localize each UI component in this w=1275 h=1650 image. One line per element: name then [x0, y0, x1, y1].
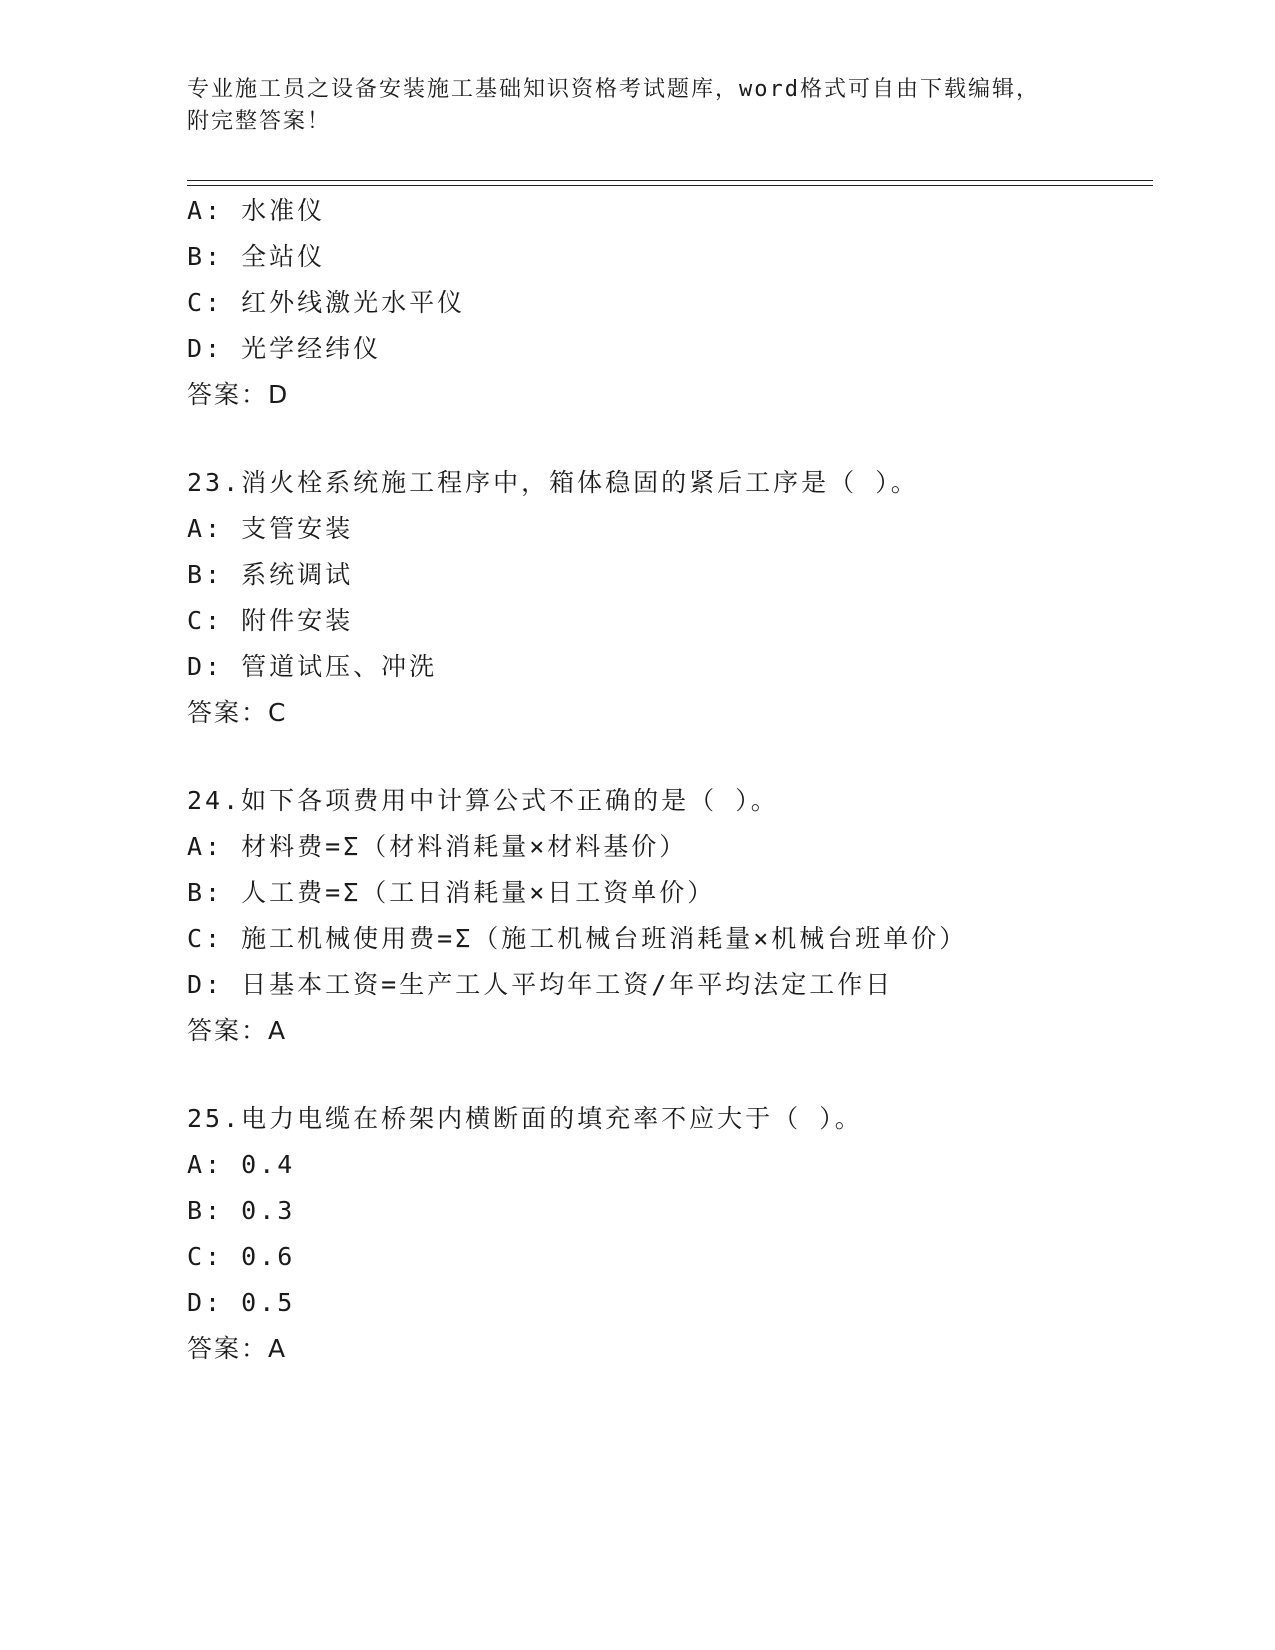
answer-label: 答案： — [187, 1334, 269, 1363]
option-b: B: 0.3 — [187, 1196, 296, 1225]
header-divider-bottom — [187, 185, 1153, 186]
option-b: B: 系统调试 — [187, 560, 354, 589]
option-d: D: 管道试压、冲洗 — [187, 652, 438, 681]
option-c: C: 施工机械使用费=Σ（施工机械台班消耗量×机械台班单价） — [187, 924, 968, 953]
answer-value: A — [268, 1334, 287, 1363]
answer-label: 答案： — [187, 380, 269, 409]
header-line-2: 附完整答案！ — [187, 109, 332, 134]
answer-value: D — [268, 380, 289, 409]
answer-label: 答案： — [187, 1016, 269, 1045]
option-c: C: 附件安装 — [187, 606, 354, 635]
option-a: A: 支管安装 — [187, 514, 354, 543]
option-a: A: 0.4 — [187, 1150, 296, 1179]
answer-label: 答案： — [187, 698, 269, 727]
answer-line — [187, 372, 1153, 418]
answer-value: A — [268, 1016, 287, 1045]
option-d: D: 0.5 — [187, 1288, 296, 1317]
option-a: A: 水准仪 — [187, 196, 326, 225]
question-text: 24.如下各项费用中计算公式不正确的是（ ）。 — [187, 786, 779, 815]
document-header — [187, 74, 1087, 138]
question-block-22 — [187, 188, 1153, 418]
option-c: C: 红外线激光水平仪 — [187, 288, 466, 317]
option-d: D: 日基本工资=生产工人平均年工资/年平均法定工作日 — [187, 970, 894, 999]
answer-line — [187, 1326, 1153, 1372]
header-line-1: 专业施工员之设备安装施工基础知识资格考试题库，word格式可自由下载编辑， — [187, 77, 1040, 102]
question-text: 23.消火栓系统施工程序中，箱体稳固的紧后工序是（ ）。 — [187, 468, 919, 497]
answer-value: C — [268, 698, 287, 727]
question-block-24 — [187, 778, 1153, 1054]
header-divider-top — [187, 180, 1153, 181]
option-b: B: 全站仪 — [187, 242, 326, 271]
option-c: C: 0.6 — [187, 1242, 296, 1271]
option-a: A: 材料费=Σ（材料消耗量×材料基价） — [187, 832, 688, 861]
answer-line — [187, 1008, 1153, 1054]
question-list — [187, 188, 1153, 1372]
option-d: D: 光学经纬仪 — [187, 334, 382, 363]
question-text: 25.电力电缆在桥架内横断面的填充率不应大于（ ）。 — [187, 1104, 863, 1133]
question-block-23 — [187, 460, 1153, 736]
question-block-25 — [187, 1096, 1153, 1372]
option-b: B: 人工费=Σ（工日消耗量×日工资单价） — [187, 878, 716, 907]
answer-line — [187, 690, 1153, 736]
